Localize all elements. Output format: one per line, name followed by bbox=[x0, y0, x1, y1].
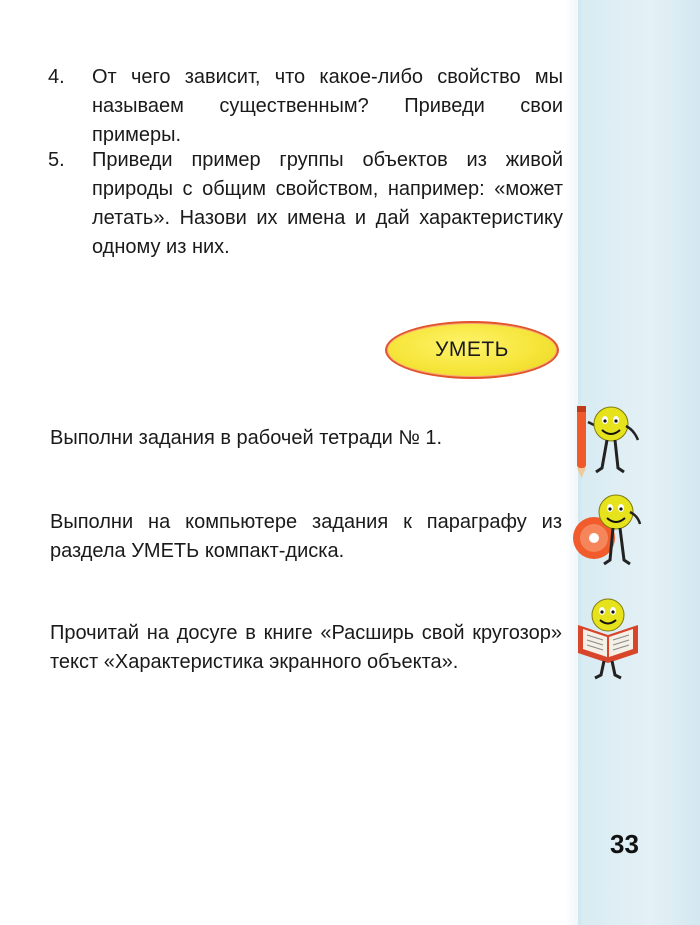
workbook-activity: Выполни задания в рабочей тетради № 1. bbox=[50, 427, 443, 449]
question-text: От чего зависит, что какое-либо свойство мы называем существенным? Приведи свои примеры. bbox=[92, 66, 563, 146]
section-badge-umet: УМЕТЬ bbox=[385, 321, 559, 379]
page-number: 33 bbox=[610, 829, 639, 859]
question-text: Приведи пример группы объектов из живой природы с общим свойством, например: «может летать». Назови их имена и дай характеристику одному из них. bbox=[92, 149, 563, 258]
question-number: 5. bbox=[48, 149, 65, 171]
computer-activity: Выполни на компьютере задания к параграфу из раздела УМЕТЬ компакт-диска. bbox=[50, 511, 562, 562]
disk-mascot-icon bbox=[572, 490, 652, 575]
question-number: 4. bbox=[48, 66, 65, 88]
reading-activity: Прочитай на досуге в книге «Расширь свой кругозор» текст «Характеристика экранного объекта». bbox=[50, 622, 562, 673]
question-4 bbox=[48, 63, 563, 150]
question-5 bbox=[48, 146, 563, 262]
pencil-mascot-icon bbox=[574, 400, 649, 480]
book-mascot-icon bbox=[574, 595, 649, 680]
